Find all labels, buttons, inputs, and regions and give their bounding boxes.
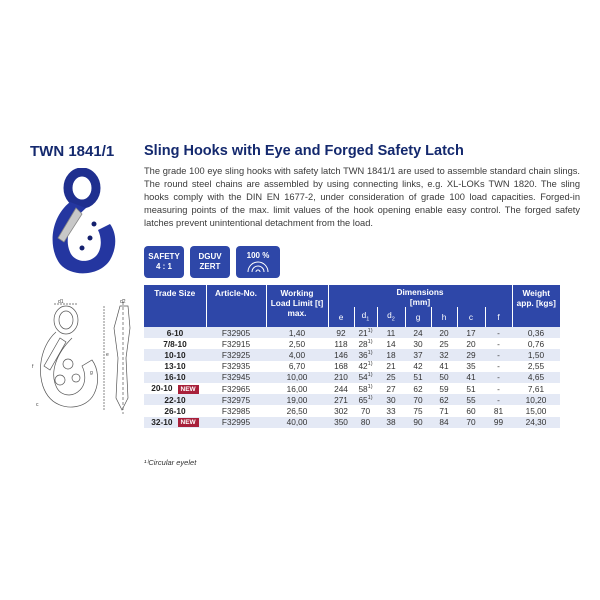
header-f: f	[485, 307, 512, 327]
cell-d2: 18	[377, 349, 405, 360]
header-h: h	[431, 307, 457, 327]
cell-f: -	[485, 338, 512, 349]
d1-footnote-mark: 1)	[367, 339, 373, 346]
cell-g: 24	[405, 327, 431, 338]
cell-wll: 19,00	[266, 394, 328, 405]
new-badge: NEW	[178, 418, 199, 427]
trade-size-text: 32-10	[151, 416, 173, 427]
d1-value: 21	[358, 327, 368, 338]
cell-g: 70	[405, 394, 431, 405]
cell-g: 75	[405, 405, 431, 416]
cell-article: F32985	[206, 405, 266, 416]
header-d2	[377, 307, 405, 327]
cell-g: 30	[405, 338, 431, 349]
cell-wll: 16,00	[266, 383, 328, 394]
cell-trade-size	[144, 338, 206, 349]
page-title: Sling Hooks with Eye and Forged Safety Latch	[144, 143, 464, 159]
d1-value: 42	[358, 361, 368, 372]
cell-c: 35	[457, 361, 485, 372]
cell-d1	[354, 394, 377, 405]
cell-e: 244	[328, 383, 354, 394]
cell-e: 210	[328, 372, 354, 383]
cell-f: -	[485, 361, 512, 372]
cell-c: 51	[457, 383, 485, 394]
d1-value: 36	[358, 349, 368, 360]
cell-h: 62	[431, 394, 457, 405]
d1-value: 70	[360, 405, 371, 416]
dim-label-c: c	[36, 402, 39, 408]
dim-label-g: g	[90, 370, 93, 376]
cell-h: 59	[431, 383, 457, 394]
cell-h: 50	[431, 372, 457, 383]
hook-photo	[30, 168, 130, 278]
cell-weight: 10,20	[512, 394, 560, 405]
cell-wll: 40,00	[266, 417, 328, 428]
cell-weight: 0,76	[512, 338, 560, 349]
cell-g: 62	[405, 383, 431, 394]
cell-weight: 24,30	[512, 417, 560, 428]
new-badge: NEW	[178, 385, 199, 394]
cell-d1	[354, 372, 377, 383]
cell-article: F32965	[206, 383, 266, 394]
cell-g: 42	[405, 361, 431, 372]
cell-d1	[354, 361, 377, 372]
cell-d1	[354, 349, 377, 360]
cell-d2: 11	[377, 327, 405, 338]
header-d2-letter: d	[387, 309, 392, 320]
d1-value: 58	[358, 383, 368, 394]
dim-label-d2: d2	[120, 299, 126, 305]
cell-article: F32915	[206, 338, 266, 349]
header-g: g	[405, 307, 431, 327]
cell-f: -	[485, 372, 512, 383]
header-dimensions	[328, 285, 512, 307]
cell-f: 81	[485, 405, 512, 416]
cell-trade-size	[144, 394, 206, 405]
cell-article: F32945	[206, 372, 266, 383]
cell-weight: 4,65	[512, 372, 560, 383]
cell-d1	[354, 405, 377, 416]
cell-e: 118	[328, 338, 354, 349]
cell-f: 99	[485, 417, 512, 428]
cell-g: 51	[405, 372, 431, 383]
header-trade-size: Trade Size	[144, 285, 206, 327]
d1-footnote-mark: 1)	[367, 361, 373, 368]
cell-d1	[354, 338, 377, 349]
cell-g: 37	[405, 349, 431, 360]
cell-wll: 1,40	[266, 327, 328, 338]
cell-c: 29	[457, 349, 485, 360]
cell-h: 71	[431, 405, 457, 416]
dimensions-unit: [mm]	[409, 297, 431, 307]
trade-size-text: 22-10	[164, 394, 186, 405]
header-article-no: Article-No.	[206, 285, 266, 327]
dguv-zert-badge	[190, 246, 230, 278]
cell-trade-size	[144, 405, 206, 416]
cell-wll: 6,70	[266, 361, 328, 372]
cell-h: 25	[431, 338, 457, 349]
d1-value: 28	[358, 338, 368, 349]
d1-footnote-mark: 1)	[367, 372, 373, 379]
product-description: The grade 100 eye sling hooks with safety latch TWN 1841/1 are used to assemble standard chain slings. The round steel chains are assembled by using connecting links, e.g. XL-LOKs TWN 1820. The sling hooks comply with the DIN EN 1677-2, under consideration of grade 100 load capacities. Forged-in measuring points of the max. limit values of the hook opening enable easy control. The forged safety latches prevent unintentional detachment from the load.	[144, 166, 580, 228]
cell-d2: 27	[377, 383, 405, 394]
cell-trade-size	[144, 372, 206, 383]
cell-d1	[354, 327, 377, 338]
cell-weight: 0,36	[512, 327, 560, 338]
cell-trade-size	[144, 349, 206, 360]
hook-technical-drawing	[28, 298, 140, 420]
cell-weight: 1,50	[512, 349, 560, 360]
cell-article: F32905	[206, 327, 266, 338]
safety-factor-badge	[144, 246, 184, 278]
dguv-badge-line2: ZERT	[199, 262, 221, 271]
header-d1-sub: 1	[366, 316, 370, 323]
cell-wll: 10,00	[266, 372, 328, 383]
cell-c: 41	[457, 372, 485, 383]
safety-badge-line2: 4 : 1	[155, 262, 172, 271]
cell-weight: 7,61	[512, 383, 560, 394]
cell-article: F32925	[206, 349, 266, 360]
cell-d2: 30	[377, 394, 405, 405]
cell-e: 168	[328, 361, 354, 372]
header-wll: Working Load Limit [t] max.	[266, 285, 328, 327]
cell-e: 350	[328, 417, 354, 428]
trade-size-text: 26-10	[164, 405, 186, 416]
dguv-badge-line1: DGUV	[198, 252, 222, 261]
cell-e: 146	[328, 349, 354, 360]
table-row	[144, 383, 560, 394]
table-row	[144, 349, 560, 360]
cell-g: 90	[405, 417, 431, 428]
d1-value: 80	[360, 417, 371, 428]
cell-trade-size	[144, 361, 206, 372]
cell-f: -	[485, 383, 512, 394]
cell-f: -	[485, 394, 512, 405]
cell-d2: 25	[377, 372, 405, 383]
table-row	[144, 394, 560, 405]
cell-f: -	[485, 327, 512, 338]
cell-weight: 2,55	[512, 361, 560, 372]
cell-trade-size	[144, 327, 206, 338]
table-row	[144, 372, 560, 383]
table-row	[144, 417, 560, 428]
cell-h: 32	[431, 349, 457, 360]
cell-article: F32935	[206, 361, 266, 372]
table-row	[144, 361, 560, 372]
header-d1-letter: d	[361, 309, 367, 320]
header-c: c	[457, 307, 485, 327]
cell-c: 55	[457, 394, 485, 405]
cell-c: 17	[457, 327, 485, 338]
table-row	[144, 327, 560, 338]
cell-trade-size	[144, 383, 206, 394]
table-row	[144, 338, 560, 349]
cell-article: F32995	[206, 417, 266, 428]
cell-d2: 21	[377, 361, 405, 372]
cell-d2: 33	[377, 405, 405, 416]
cell-h: 20	[431, 327, 457, 338]
certification-badges	[144, 246, 280, 278]
d1-footnote-mark: 1)	[367, 327, 373, 334]
cell-f: -	[485, 349, 512, 360]
specifications-table	[144, 285, 560, 428]
d1-footnote-mark: 1)	[367, 383, 373, 390]
header-d1	[354, 307, 377, 327]
d1-value: 65	[358, 394, 368, 405]
cell-c: 60	[457, 405, 485, 416]
percent-tested-badge	[236, 246, 280, 278]
cell-d1	[354, 383, 377, 394]
specifications-body	[144, 327, 560, 428]
cell-h: 41	[431, 361, 457, 372]
header-weight: Weight app. [kgs]	[512, 285, 560, 327]
cell-wll: 26,50	[266, 405, 328, 416]
percent-badge-text: 100 %	[246, 251, 270, 260]
dimensions-label: Dimensions	[396, 287, 444, 297]
d1-footnote-mark: 1)	[367, 394, 373, 401]
cell-d1	[354, 417, 377, 428]
trade-size-text: 16-10	[164, 372, 186, 383]
cell-c: 20	[457, 338, 485, 349]
d1-footnote-mark: 1)	[367, 350, 373, 357]
table-row	[144, 405, 560, 416]
cell-h: 84	[431, 417, 457, 428]
trade-size-text: 6-10	[166, 327, 184, 338]
header-e: e	[328, 307, 354, 327]
arc-icon	[245, 261, 271, 273]
cell-e: 302	[328, 405, 354, 416]
safety-badge-line1: SAFETY	[148, 252, 180, 261]
trade-size-text: 7/8-10	[163, 338, 187, 349]
cell-article: F32975	[206, 394, 266, 405]
dim-label-f: f	[32, 364, 34, 370]
dim-label-d1: d1	[58, 299, 64, 305]
trade-size-text: 20-10	[151, 383, 173, 394]
cell-wll: 2,50	[266, 338, 328, 349]
cell-d2: 38	[377, 417, 405, 428]
header-d2-sub: 2	[391, 316, 395, 323]
cell-e: 271	[328, 394, 354, 405]
dim-label-e: e	[106, 352, 109, 358]
cell-d2: 14	[377, 338, 405, 349]
trade-size-text: 13-10	[164, 361, 186, 372]
d1-value: 54	[358, 372, 368, 383]
cell-weight: 15,00	[512, 405, 560, 416]
cell-trade-size	[144, 417, 206, 428]
cell-c: 70	[457, 417, 485, 428]
cell-e: 92	[328, 327, 354, 338]
trade-size-text: 10-10	[164, 349, 186, 360]
footnote: ¹⁾Circular eyelet	[144, 458, 197, 467]
model-number: TWN 1841/1	[30, 143, 115, 160]
cell-wll: 4,00	[266, 349, 328, 360]
